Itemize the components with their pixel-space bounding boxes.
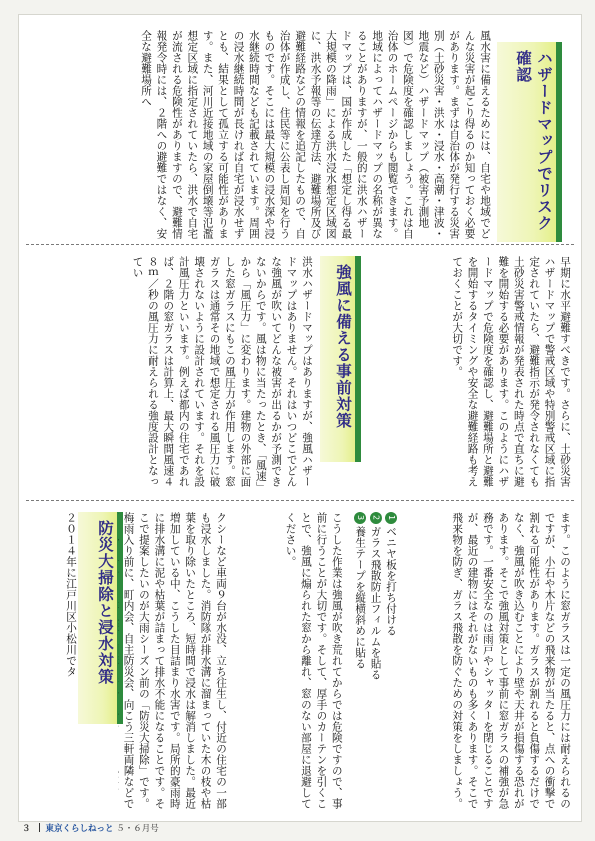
list-item [383, 512, 398, 812]
heading-cleanup-flood [78, 512, 119, 724]
section2-text: 洪水ハザードマップはありますが、強風ハザードマップはありません。それはいつどこでどんな強風が吹いてどんな被害が出るかが予測できないからです。風は物に当たったとき、「風速」から「風圧力」に変わります。建物の外部に面した窓ガラスにもこの風圧力が作用します。窓ガラスは通常その地域で想定される風圧力に破壊されないように設計されています。それを設計風圧力といいます。例えば都内の住宅であれば、２階の窓ガラスは計算上、最大瞬間風速４８ｍ／秒の風圧力に耐えられる強度設計となってい [131, 256, 313, 488]
section3-intro-text: ２０１４年に江戸川区小松川でタ [65, 512, 77, 677]
section2-body [28, 256, 314, 492]
section1-body [28, 30, 492, 240]
section-divider-bottom [26, 500, 574, 501]
heading-hazard-map [497, 42, 558, 242]
list-number-3: 3 [354, 512, 366, 524]
section1-continued [358, 256, 572, 492]
section-divider-top [26, 244, 574, 245]
list-item [367, 512, 382, 812]
window-measures-list [232, 512, 398, 812]
section2-continued-text: ます。このように窓ガラスは一定の風圧力には耐えられるのですが、小石や木片などの飛来物が当たると、点への衝撃で割れる可能性があります。ガラスが割れると負傷するだけでなく、強風が吹き込むことにより壁や天井が損傷する恐れがあります。そこで強風対策として事前に窓ガラスの補強が急務です。一番安全なのは雨戸やシャッターを閉じることですが、最近の建物にはそれがないものも多くあります。そこで飛来物を防ぎ、ガラス飛散を防ぐための対策をしましょう。 [451, 512, 571, 809]
heading-wind-measures [320, 256, 357, 462]
section1-text: 風水害に備えるためには、自宅や地域でどんな災害が起こり得るのか知っておく必要があります。まずは自治体が発行する災害別（土砂災害・洪水・浸水・高潮・津波・地震など）ハザードマップ（被害予測地図）で危険度を確認しましょう。これは自治体のホームページからも閲覧できます。地域によってハザードマップの名称が異なることがありますが、一般的に洪水ハザードマップは、国が作成した「想定し得る最大規模の降雨」による洪水浸水想定区域図に、洪水予報等の伝達方法、避難場所及び避難経路などの情報を追記したもので、自治体が作成し、住民等に公表し周知を行うものです。そこには最大規模の浸水深や浸水継続時間なども記載されています。周囲の浸水継続時間が長ければ自宅が浸水せずとも、結果として孤立する可能性があります。また、河川近接地域の家屋倒壊等氾濫想定区域に指定されていたら、洪水で自宅が流される危険性がありますので、避難情報発令時には、２階への避難ではなく、安全な避難場所へ [140, 30, 491, 239]
list-item-label: ベニヤ板を打ち付ける [385, 526, 397, 636]
section3-continued [118, 512, 228, 812]
list-item-label: ガラス飛散防止フィルムを貼る [369, 526, 382, 680]
heading-hazard-map-text: ハザードマップでリスク確認 [514, 50, 553, 232]
page-number: ３ [22, 824, 31, 834]
list-number-1: 1 [385, 512, 397, 524]
list-number-2: 2 [370, 512, 382, 524]
section2-continued [400, 512, 572, 812]
section3-continued-text: クシーなど車両９台が水没、立ち往生し、付近の住宅の一部も浸水しました。消防隊が排水溝に溜まっていた木の枝や枯葉を取り除いたところ、短時間で浸水は解消しました。最近増加している中、こうした目詰まり水害です。局所的豪雨時に排水溝に泥や枯葉が詰まって排水不能になることです。そこで提案したいのが大雨シーズン前の「防災大掃除」です。梅雨入り前に、町内会、自主防災会、向こう三軒両隣などで [122, 512, 227, 809]
publication-name: 東京くらしねっと [45, 824, 114, 834]
list-after-text: こうした作業は強風が吹き荒れてからでは危険ですので、事前に行うことが大切です。そして、厚手のカーテンを引くことで、強風に煽られた窓から離れ、窓のない部屋に退避してください。 [284, 512, 343, 809]
heading-wind-measures-text: 強風に備える事前対策 [334, 264, 352, 429]
list-item-label: 養生テープを縦横斜めに貼る [354, 526, 367, 669]
list-item [352, 512, 367, 812]
heading-cleanup-flood-text: 防災大掃除と浸水対策 [96, 520, 114, 685]
footer [22, 822, 159, 834]
issue-label: ５・６月号 [116, 824, 159, 834]
section3-intro [60, 512, 78, 812]
section1-continued-text: 早期に水平避難すべきです。さらに、土砂災害ハザードマップで警戒区域や特別警戒区域に指定されていたら、避難指示が発令されなくても土砂災害警戒情報が発表された時点で直ちに避難を開始する必要があります。このようにハザードマップで危険度を確認し、避難場所と避難を開始するタイミングや安全な避難経路も考えておくことが大切です。 [451, 256, 571, 487]
